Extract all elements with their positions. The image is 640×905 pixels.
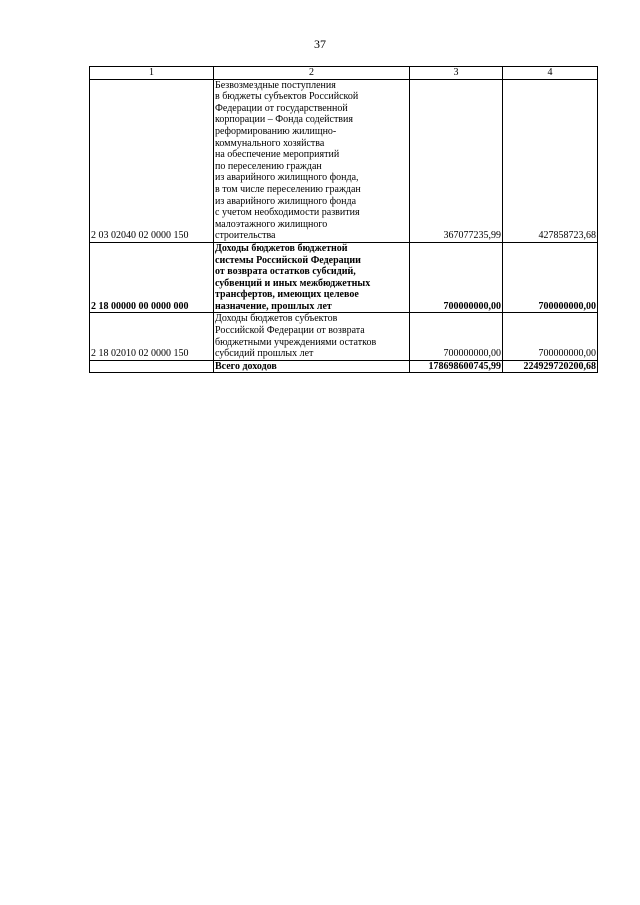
table-row bbox=[90, 79, 598, 242]
revenue-code: 2 18 00000 00 0000 000 bbox=[90, 242, 214, 313]
revenue-code: 2 03 02040 02 0000 150 bbox=[90, 79, 214, 242]
page-number: 37 bbox=[314, 37, 326, 51]
total-col4: 224929720200,68 bbox=[503, 360, 598, 373]
revenue-description: Безвозмездные поступления в бюджеты субъектов Российской Федерации от государственной корпорации – Фонда содействия реформированию жилищно- коммунального хозяйства на обеспечение мероприятий по переселению граждан из аварийного жилищного фонда, в том числе переселению граждан из аварийного жилищного фонда с учетом необходимости развития малоэтажного жилищного строительства bbox=[214, 79, 410, 242]
amount-col4: 427858723,68 bbox=[503, 79, 598, 242]
amount-col3: 700000000,00 bbox=[410, 313, 503, 360]
table-row bbox=[90, 242, 598, 313]
revenue-table bbox=[89, 66, 598, 373]
column-header: 1 bbox=[90, 67, 214, 80]
column-header: 2 bbox=[214, 67, 410, 80]
amount-col3: 367077235,99 bbox=[410, 79, 503, 242]
column-header: 3 bbox=[410, 67, 503, 80]
revenue-code bbox=[90, 360, 214, 373]
total-row bbox=[90, 360, 598, 373]
revenue-code: 2 18 02010 02 0000 150 bbox=[90, 313, 214, 360]
column-header: 4 bbox=[503, 67, 598, 80]
amount-col4: 700000000,00 bbox=[503, 313, 598, 360]
revenue-description: Доходы бюджетов субъектов Российской Федерации от возврата бюджетными учреждениями остатков субсидий прошлых лет bbox=[214, 313, 410, 360]
amount-col3: 700000000,00 bbox=[410, 242, 503, 313]
total-label: Всего доходов bbox=[214, 360, 410, 373]
revenue-description: Доходы бюджетов бюджетной системы Российской Федерации от возврата остатков субсидий, субвенций и иных межбюджетных трансфертов, имеющих целевое назначение, прошлых лет bbox=[214, 242, 410, 313]
header-row bbox=[90, 67, 598, 80]
total-col3: 178698600745,99 bbox=[410, 360, 503, 373]
amount-col4: 700000000,00 bbox=[503, 242, 598, 313]
table-row bbox=[90, 313, 598, 360]
